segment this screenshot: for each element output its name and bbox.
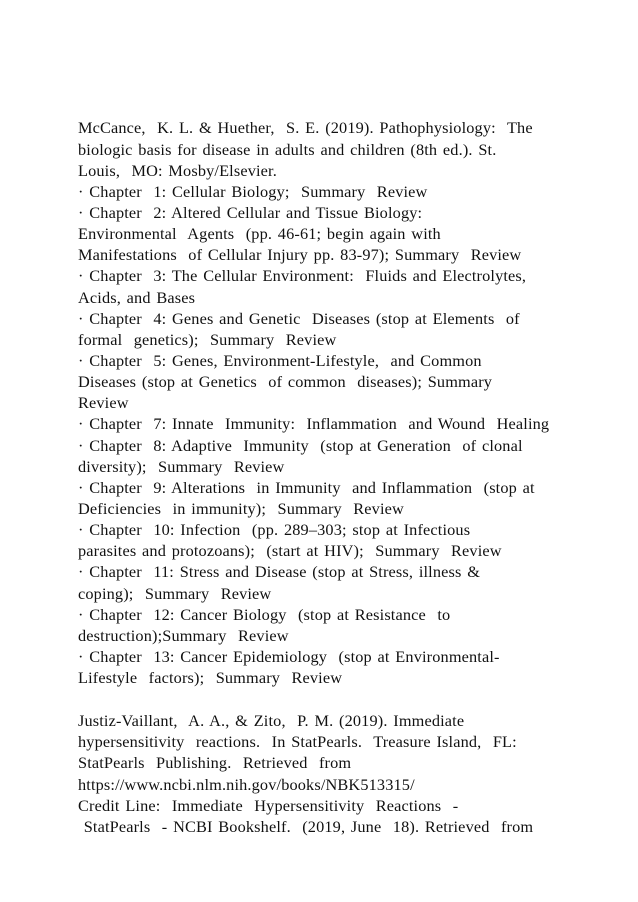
credit-line-2: StatPearls - NCBI Bookshelf. (2019, June 18). Retrieved from <box>78 817 534 836</box>
chapter-4-line-1: · Chapter 4: Genes and Genetic Diseases (stop at Elements of <box>78 309 520 328</box>
chapter-8-line-1: · Chapter 8: Adaptive Immunity (stop at Generation of clonal <box>78 436 523 455</box>
chapter-5-line-2: Diseases (stop at Genetics of common diseases); Summary <box>78 372 493 391</box>
reference2-line-1: Justiz-Vaillant, A. A., & Zito, P. M. (2019). Immediate <box>78 711 465 730</box>
reference-line-1: McCance, K. L. & Huether, S. E. (2019). Pathophysiology: The <box>78 118 533 137</box>
chapter-3-line-2: Acids, and Bases <box>78 288 196 307</box>
chapter-11-line-1: · Chapter 11: Stress and Disease (stop at Stress, illness & <box>78 562 481 581</box>
reference2-url: https://www.ncbi.nlm.nih.gov/books/NBK513315/ <box>78 775 415 794</box>
chapter-5-line-1: · Chapter 5: Genes, Environment-Lifestyle, and Common <box>78 351 482 370</box>
reference-line-2: biologic basis for disease in adults and children (8th ed.). St. <box>78 140 497 159</box>
chapter-4-line-2: formal genetics); Summary Review <box>78 330 337 349</box>
chapter-7-line: · Chapter 7: Innate Immunity: Inflammation and Wound Healing <box>78 414 550 433</box>
chapter-12-line-1: · Chapter 12: Cancer Biology (stop at Resistance to <box>78 605 451 624</box>
chapter-9-line-2: Deficiencies in immunity); Summary Review <box>78 499 404 518</box>
chapter-2-line-1: · Chapter 2: Altered Cellular and Tissue Biology: <box>78 203 423 222</box>
reference2-line-2: hypersensitivity reactions. In StatPearls. Treasure Island, FL: <box>78 732 517 751</box>
chapter-12-line-2: destruction);Summary Review <box>78 626 289 645</box>
chapter-3-line-1: · Chapter 3: The Cellular Environment: Fluids and Electrolytes, <box>78 266 527 285</box>
chapter-1-line: · Chapter 1: Cellular Biology; Summary Review <box>78 182 428 201</box>
chapter-8-line-2: diversity); Summary Review <box>78 457 285 476</box>
chapter-2-line-2: Environmental Agents (pp. 46-61; begin again with <box>78 224 441 243</box>
chapter-9-line-1: · Chapter 9: Alterations in Immunity and Inflammation (stop at <box>78 478 535 497</box>
chapter-10-line-2: parasites and protozoans); (start at HIV); Summary Review <box>78 541 502 560</box>
chapter-2-line-3: Manifestations of Cellular Injury pp. 83-97); Summary Review <box>78 245 522 264</box>
chapter-13-line-2: Lifestyle factors); Summary Review <box>78 668 343 687</box>
reference2-line-3: StatPearls Publishing. Retrieved from <box>78 753 352 772</box>
reference-line-3: Louis, MO: Mosby/Elsevier. <box>78 161 277 180</box>
credit-line-1: Credit Line: Immediate Hypersensitivity Reactions - <box>78 796 459 815</box>
chapter-5-line-3: Review <box>78 393 129 412</box>
chapter-13-line-1: · Chapter 13: Cancer Epidemiology (stop at Environmental- <box>78 647 500 666</box>
chapter-10-line-1: · Chapter 10: Infection (pp. 289–303; stop at Infectious <box>78 520 471 539</box>
chapter-11-line-2: coping); Summary Review <box>78 584 272 603</box>
